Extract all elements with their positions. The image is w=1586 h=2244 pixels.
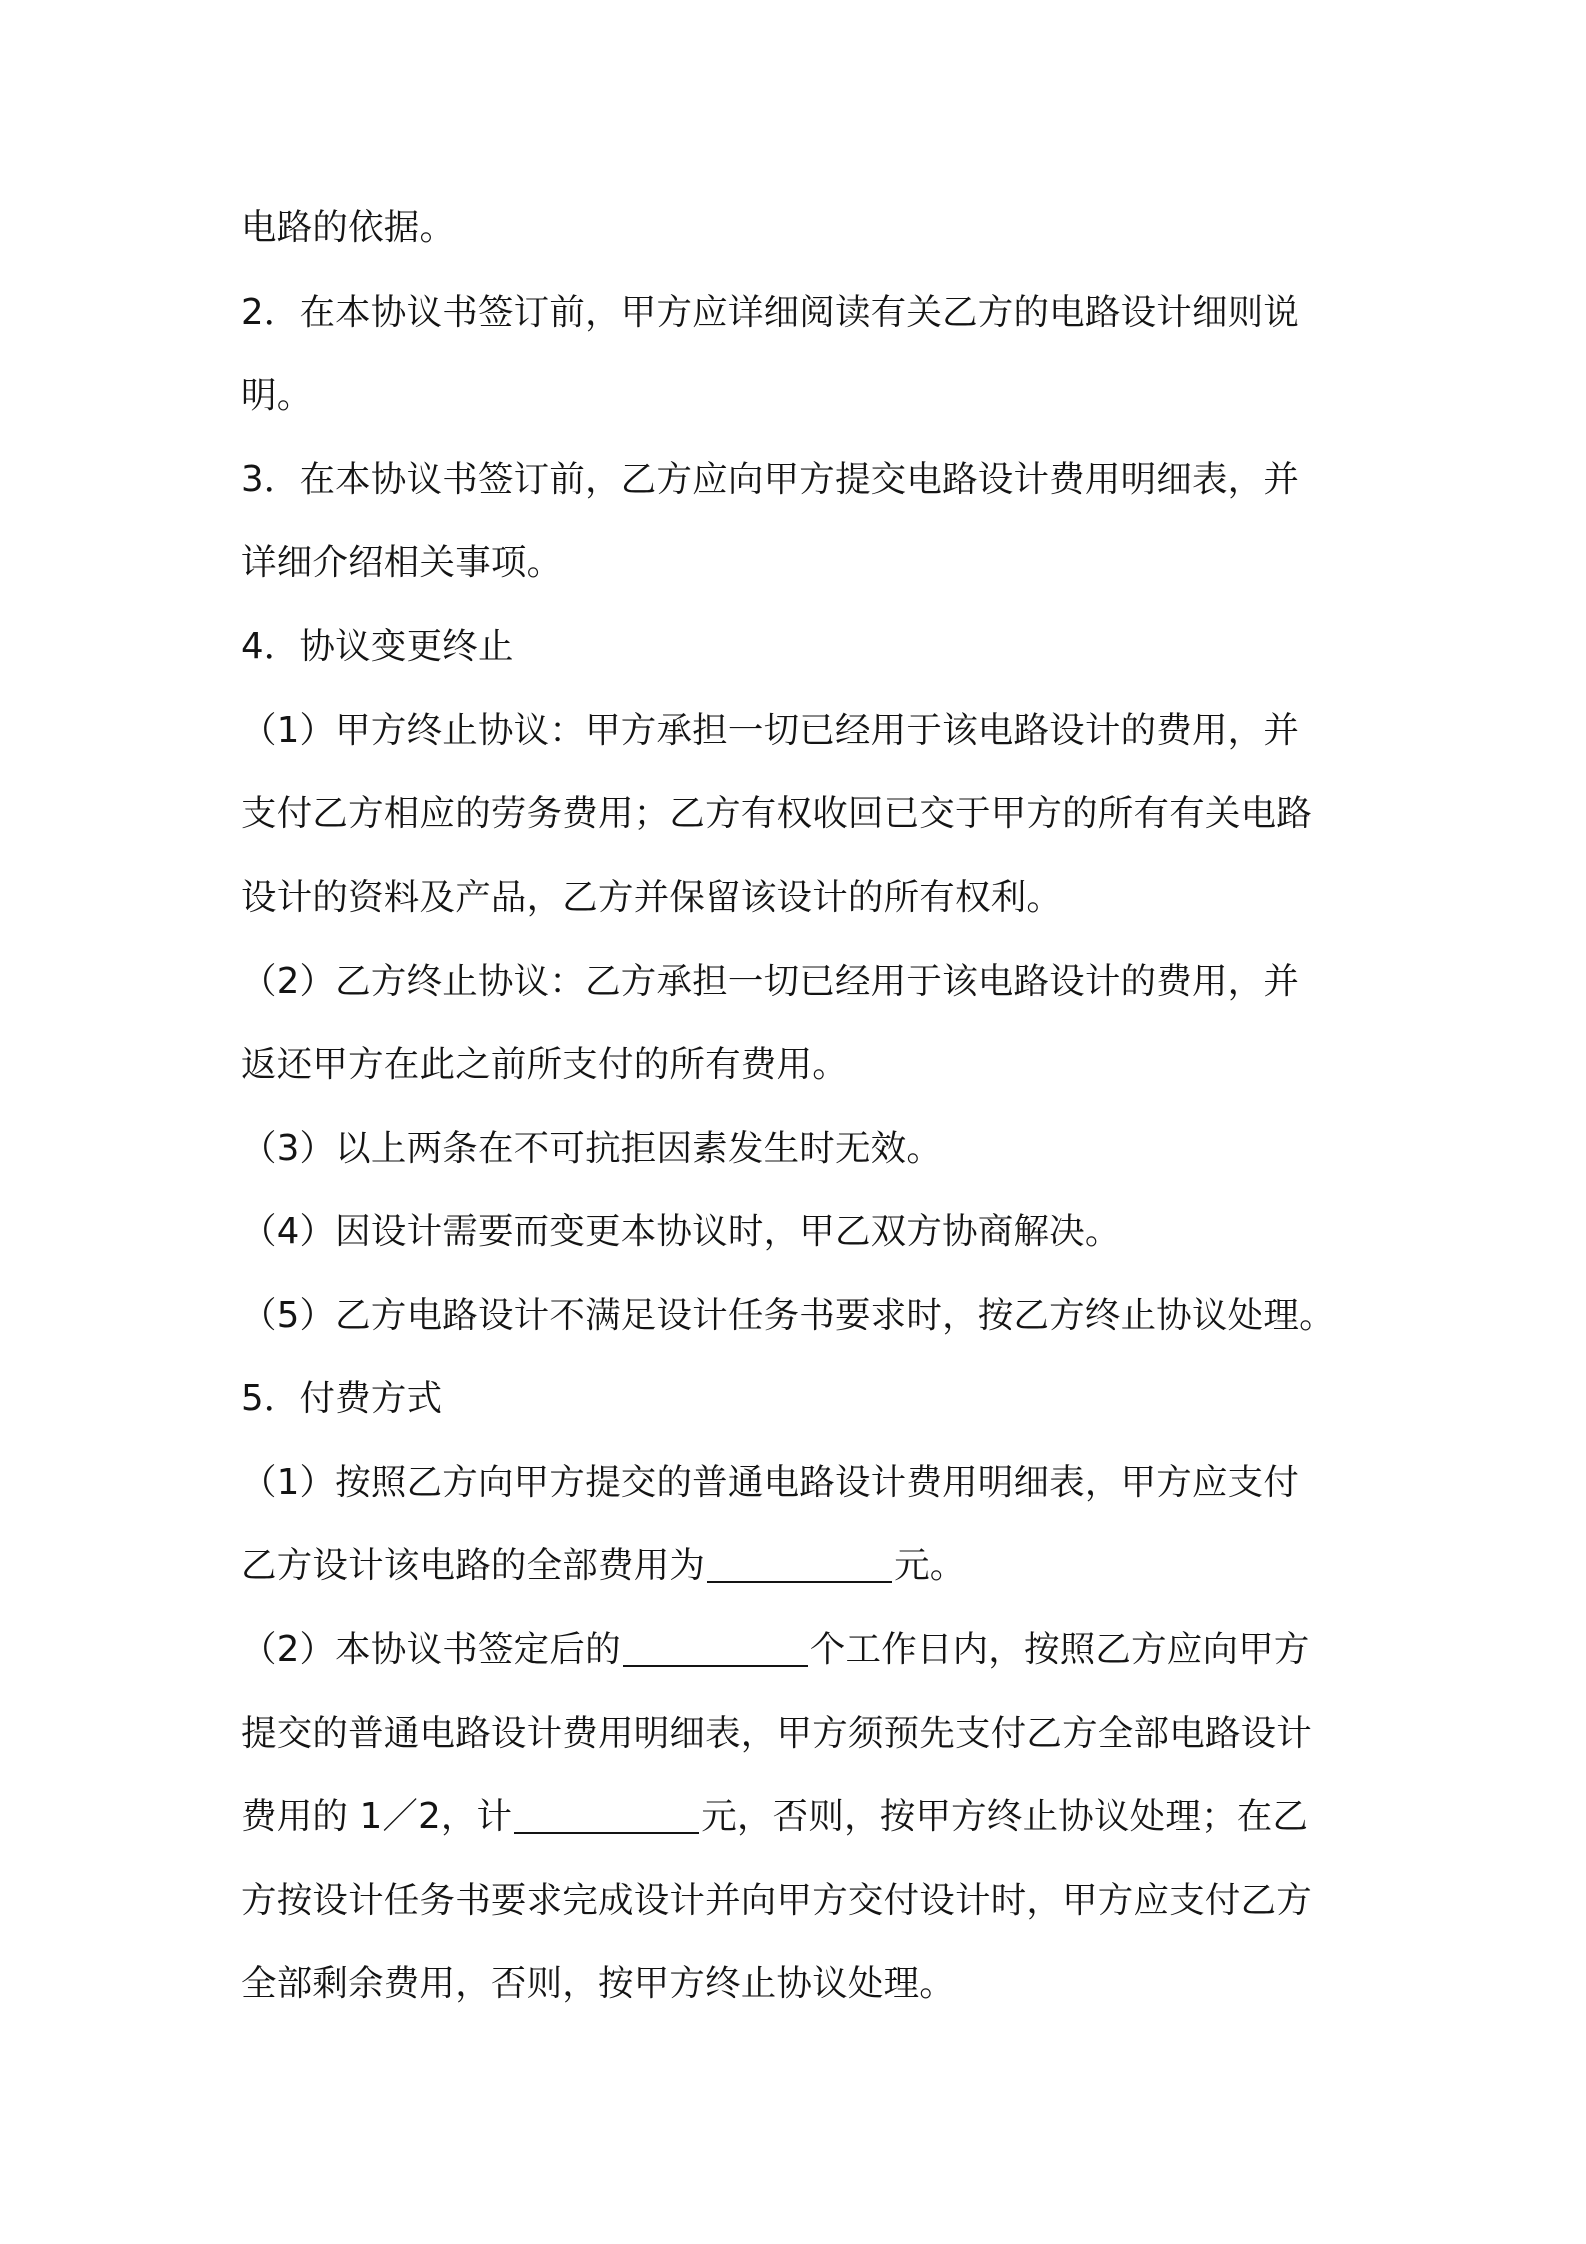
text-line — [241, 617, 514, 677]
text-line — [241, 1536, 966, 1596]
line-text: 2．在本协议书签订前，甲方应详细阅读有关乙方的电路设计细则说 — [241, 292, 1300, 333]
text-line — [241, 1453, 1299, 1513]
line-text: 返还甲方在此之前所支付的所有费用。 — [241, 1044, 848, 1085]
line-text: （1）按照乙方向甲方提交的普通电路设计费用明细表，甲方应支付 — [241, 1462, 1300, 1503]
text-line — [241, 784, 1312, 844]
amount-blank — [707, 1545, 892, 1583]
line-text-before: 乙方设计该电路的全部费用为 — [241, 1545, 706, 1586]
text-line — [241, 1369, 442, 1429]
text-line — [241, 366, 312, 426]
text-line — [241, 1871, 1312, 1931]
text-line — [241, 450, 1299, 510]
line-text-after: 元。 — [894, 1545, 966, 1586]
line-text-after: 个工作日内，按照乙方应向甲方 — [809, 1629, 1310, 1670]
line-text: 方按设计任务书要求完成设计并向甲方交付设计时，甲方应支付乙方 — [241, 1880, 1313, 1921]
line-text-before: （2）本协议书签定后的 — [241, 1629, 621, 1670]
days-blank — [623, 1629, 808, 1667]
line-text-after: 元，否则，按甲方终止协议处理；在乙 — [701, 1796, 1309, 1837]
line-text: （5）乙方电路设计不满足设计任务书要求时，按乙方终止协议处理。 — [241, 1295, 1335, 1336]
line-text: 明。 — [241, 375, 313, 416]
text-line — [241, 1119, 942, 1179]
text-line — [241, 533, 562, 593]
line-text: 支付乙方相应的劳务费用；乙方有权收回已交于甲方的所有有关电路 — [241, 793, 1313, 834]
text-line — [241, 1202, 1121, 1262]
line-text: （1）甲方终止协议：甲方承担一切已经用于该电路设计的费用，并 — [241, 710, 1300, 751]
line-text: （2）乙方终止协议：乙方承担一切已经用于该电路设计的费用，并 — [241, 961, 1300, 1002]
text-line — [241, 283, 1299, 343]
text-line — [241, 1620, 1310, 1680]
text-line — [241, 952, 1299, 1012]
text-line — [241, 868, 1062, 928]
line-text: 设计的资料及产品，乙方并保留该设计的所有权利。 — [241, 877, 1063, 918]
text-line — [241, 1954, 955, 2014]
text-line — [241, 1704, 1312, 1764]
line-text: 提交的普通电路设计费用明细表，甲方须预先支付乙方全部电路设计 — [241, 1713, 1313, 1754]
text-line — [241, 1035, 848, 1095]
text-line — [241, 701, 1299, 761]
amount-blank — [514, 1796, 699, 1834]
line-text: （4）因设计需要而变更本协议时，甲乙双方协商解决。 — [241, 1211, 1121, 1252]
text-line — [241, 1286, 1335, 1346]
line-text: 全部剩余费用，否则，按甲方终止协议处理。 — [241, 1963, 956, 2004]
line-text: 5．付费方式 — [241, 1378, 443, 1419]
line-text: 电路的依据。 — [241, 207, 456, 248]
text-line — [241, 1787, 1308, 1847]
line-text-before: 费用的 1／2，计 — [241, 1796, 513, 1837]
text-line — [241, 198, 455, 258]
line-text: 4．协议变更终止 — [241, 626, 514, 667]
line-text: 详细介绍相关事项。 — [241, 542, 563, 583]
line-text: （3）以上两条在不可抗拒因素发生时无效。 — [241, 1128, 943, 1169]
line-text: 3．在本协议书签订前，乙方应向甲方提交电路设计费用明细表，并 — [241, 459, 1300, 500]
